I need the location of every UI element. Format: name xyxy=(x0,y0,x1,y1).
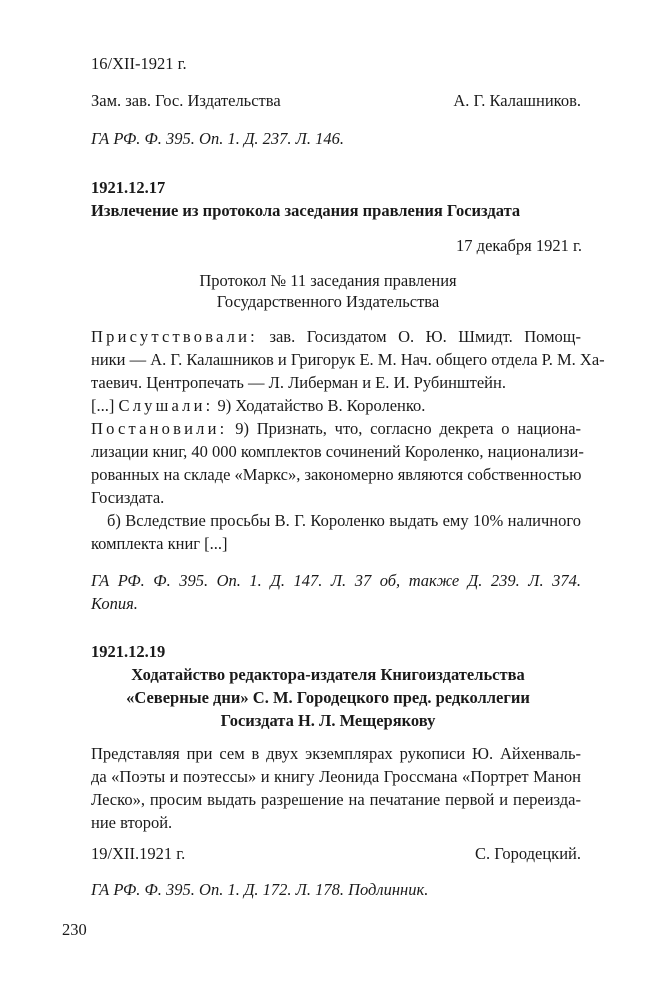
doc1-p3-line2: лизации книг, 40 000 комплектов сочинений Короленко, национализи- xyxy=(91,442,584,461)
doc1-p2-text: 9) Ходатайство В. Короленко. xyxy=(217,396,426,415)
doc1-p3-line1 xyxy=(91,419,581,439)
label-present: Присутствовали: xyxy=(91,327,258,346)
doc2-signer: С. Городецкий. xyxy=(475,844,581,863)
doc1-p4-line1: б) Вследствие просьбы В. Г. Короленко выдать ему 10% наличного xyxy=(107,511,581,530)
page-number: 230 xyxy=(62,920,87,939)
doc2-body-line4: ние второй. xyxy=(91,813,173,832)
prev-doc-date: 16/XII-1921 г. xyxy=(91,54,187,73)
prev-doc-signer: А. Г. Калашников. xyxy=(453,91,581,110)
doc1-subtitle-line2: Государственного Издательства xyxy=(216,292,440,311)
doc1-p1-line1 xyxy=(91,327,581,347)
doc2-title-line3: Госиздата Н. Л. Мещерякову xyxy=(220,711,436,730)
doc1-p3-line4: Госиздата. xyxy=(91,488,165,507)
label-heard: Слушали: xyxy=(118,396,214,415)
doc2-number: 1921.12.19 xyxy=(91,642,166,661)
doc1-source-line2: Копия. xyxy=(91,594,138,613)
doc1-source-line1: ГА РФ. Ф. 395. Оп. 1. Д. 147. Л. 37 об, также Д. 239. Л. 374. xyxy=(91,571,581,590)
prev-doc-source: ГА РФ. Ф. 395. Оп. 1. Д. 237. Л. 146. xyxy=(91,129,344,148)
doc2-body-line3: Леско», просим выдать разрешение на печатание первой и переизда- xyxy=(91,790,581,809)
doc1-p1-text1: зав. Госиздатом О. Ю. Шмидт. Помощ- xyxy=(269,327,581,346)
doc1-title: Извлечение из протокола заседания правления Госиздата xyxy=(91,201,521,220)
doc2-title-line1: Ходатайство редактора-издателя Книгоиздательства xyxy=(131,665,525,684)
prev-doc-position: Зам. зав. Гос. Издательства xyxy=(91,91,281,110)
doc2-source: ГА РФ. Ф. 395. Оп. 1. Д. 172. Л. 178. Подлинник. xyxy=(91,880,429,899)
doc2-body-line1: Представляя при сем в двух экземплярах рукописи Ю. Айхенваль- xyxy=(91,744,581,763)
doc2-date: 19/XII.1921 г. xyxy=(91,844,186,863)
doc1-date: 17 декабря 1921 г. xyxy=(456,236,582,255)
doc1-number: 1921.12.17 xyxy=(91,178,166,197)
doc1-p3-text1: 9) Признать, что, согласно декрета о национа- xyxy=(235,419,582,438)
doc1-p3-line3: рованных на складе «Маркс», закономерно являются собственностью xyxy=(91,465,582,484)
doc2-title-line2: «Северные дни» С. М. Городецкого пред. редколлегии xyxy=(126,688,530,707)
doc1-p4-line2: комплекта книг [...] xyxy=(91,534,228,553)
label-resolved: Постановили: xyxy=(91,419,228,438)
doc1-p2 xyxy=(91,396,425,416)
doc1-subtitle-line1: Протокол № 11 заседания правления xyxy=(199,271,457,290)
doc1-p1-line3: таевич. Центропечать — Л. Либерман и Е. И. Рубинштейн. xyxy=(91,373,506,392)
doc1-p1-line2: ники — А. Г. Калашников и Григорук Е. М. Нач. общего отдела Р. М. Ха- xyxy=(91,350,605,369)
ellipsis-marker: [...] xyxy=(91,396,115,415)
doc2-body-line2: да «Поэты и поэтессы» и книгу Леонида Гроссмана «Портрет Манон xyxy=(91,767,581,786)
